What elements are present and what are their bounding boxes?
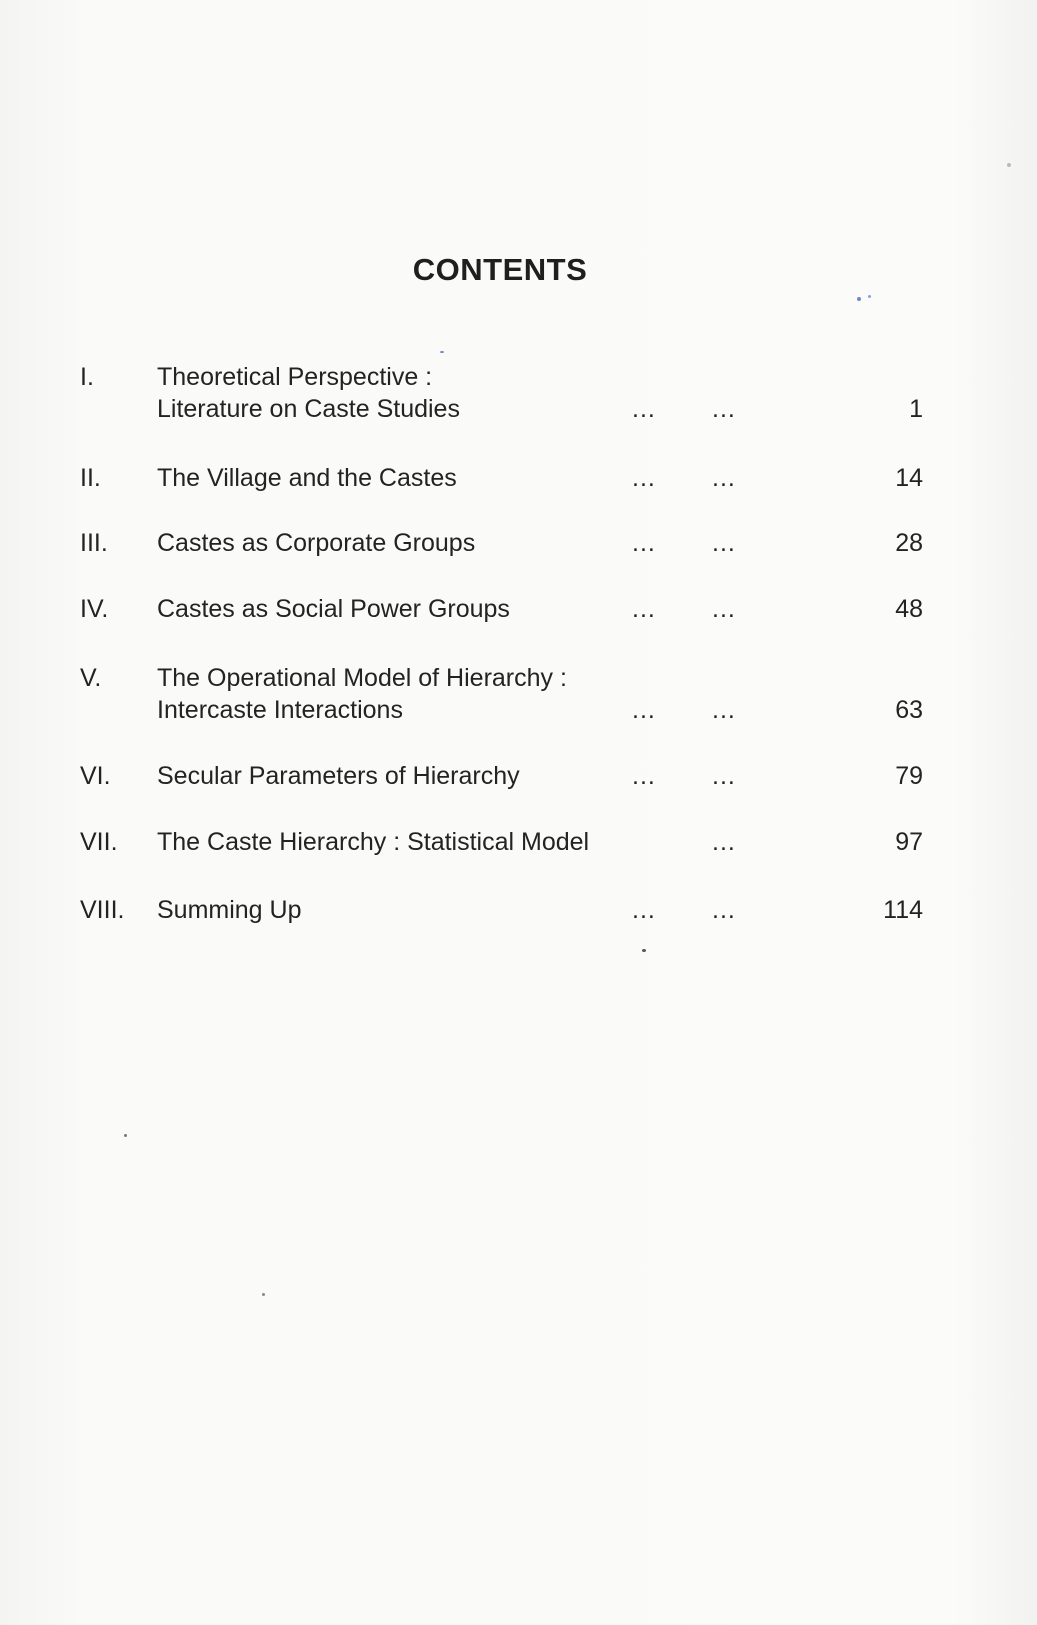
dot-leader: ...: [712, 464, 736, 492]
ink-speck: [642, 949, 646, 952]
chapter-title: The Village and the Castes: [157, 464, 457, 492]
dot-leader: ...: [632, 762, 656, 790]
dot-leader: ...: [712, 828, 736, 856]
ink-speck: [262, 1293, 265, 1296]
chapter-title-line-2: Literature on Caste Studies: [157, 395, 460, 423]
ink-speck: [868, 295, 871, 298]
chapter-numeral: VI.: [80, 762, 111, 790]
page-number: 48: [895, 595, 923, 623]
page-number: 14: [895, 464, 923, 492]
chapter-title: Castes as Social Power Groups: [157, 595, 510, 623]
ink-speck: [857, 297, 861, 301]
dot-leader: ...: [632, 464, 656, 492]
chapter-title: The Caste Hierarchy : Statistical Model: [157, 828, 590, 856]
page-title: CONTENTS: [412, 252, 588, 287]
chapter-title-line-1: The Operational Model of Hierarchy :: [157, 664, 567, 692]
chapter-numeral: V.: [80, 664, 102, 692]
dot-leader: ...: [712, 595, 736, 623]
chapter-numeral: III.: [80, 529, 108, 557]
ink-speck: [124, 1134, 127, 1137]
dot-leader: ...: [632, 696, 656, 724]
dot-leader: ...: [632, 395, 656, 423]
chapter-title: Secular Parameters of Hierarchy: [157, 762, 520, 790]
dot-leader: ...: [632, 595, 656, 623]
chapter-title: Summing Up: [157, 896, 302, 924]
dot-leader: ...: [632, 896, 656, 924]
chapter-numeral: VIII.: [80, 896, 125, 924]
dot-leader: ...: [712, 696, 736, 724]
chapter-title-line-1: Theoretical Perspective :: [157, 363, 433, 391]
dot-leader: ...: [632, 529, 656, 557]
page-number: 28: [895, 529, 923, 557]
ink-speck: [1007, 163, 1011, 167]
dot-leader: ...: [712, 395, 736, 423]
chapter-title: Castes as Corporate Groups: [157, 529, 476, 557]
dot-leader: ...: [712, 762, 736, 790]
chapter-numeral: I.: [80, 363, 94, 391]
page-number: 1: [909, 395, 923, 423]
page-number: 114: [883, 896, 923, 924]
chapter-numeral: VII.: [80, 828, 118, 856]
ink-speck: [440, 351, 444, 353]
page-number: 63: [895, 696, 923, 724]
chapter-title-line-2: Intercaste Interactions: [157, 696, 403, 724]
chapter-numeral: IV.: [80, 595, 109, 623]
chapter-numeral: II.: [80, 464, 101, 492]
dot-leader: ...: [712, 896, 736, 924]
page-number: 97: [895, 828, 923, 856]
page-number: 79: [895, 762, 923, 790]
dot-leader: ...: [712, 529, 736, 557]
